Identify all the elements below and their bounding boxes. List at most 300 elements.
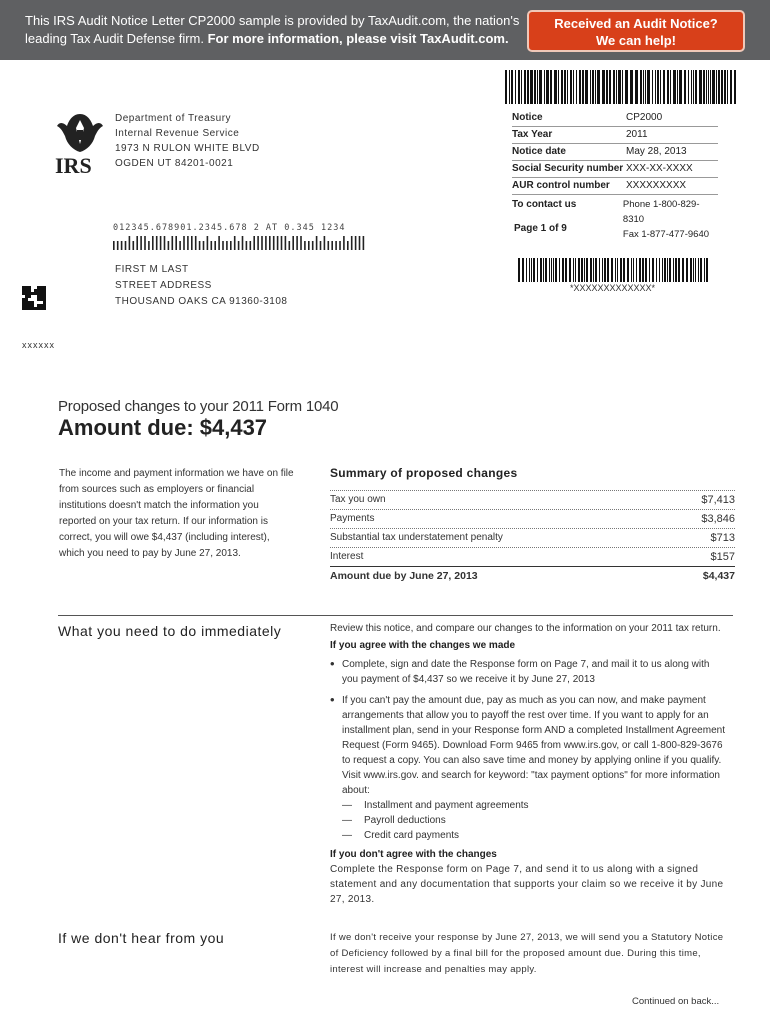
notice-label: Notice xyxy=(512,112,543,123)
summary-row xyxy=(330,491,735,509)
barcode-bar xyxy=(724,70,726,104)
postal-bar xyxy=(363,236,365,250)
barcode-bar xyxy=(708,70,709,104)
barcode-bar xyxy=(663,70,665,104)
barcode-bar xyxy=(664,258,666,282)
qr-module xyxy=(25,304,28,307)
postal-bar xyxy=(296,236,298,250)
qr-module xyxy=(28,295,31,298)
barcode-bar xyxy=(706,70,707,104)
recipient-city: THOUSAND OAKS CA 91360-3108 xyxy=(115,296,288,307)
summary-row xyxy=(330,529,735,547)
dash-text: Payroll deductions xyxy=(364,815,446,826)
qr-module xyxy=(34,307,37,310)
intro-paragraph: The income and payment information we have on file from sources such as employers or financial institutions doesn't match the information you reported on your tax return. If our information is correct, you will owe $4,437 (including interest), which you need to pay by June 27, 2013. xyxy=(59,468,294,559)
barcode-bar xyxy=(609,70,611,104)
barcode-bar xyxy=(655,70,656,104)
postal-bar xyxy=(199,241,201,250)
cta-line-2: We can help! xyxy=(596,33,676,48)
qr-module xyxy=(28,307,31,310)
barcode-bar xyxy=(633,258,634,282)
contact-label: To contact us xyxy=(512,199,577,210)
postal-bar xyxy=(144,236,146,250)
mail-code: 012345.678901.2345.678 2 AT 0.345 1234 xyxy=(113,223,346,233)
barcode-bar xyxy=(640,70,642,104)
recipient-name: FIRST M LAST xyxy=(115,264,189,275)
qr-module xyxy=(34,292,37,295)
barcode-bar xyxy=(617,258,618,282)
postal-bar xyxy=(343,236,345,250)
postal-bar xyxy=(328,241,330,250)
qr-module xyxy=(43,298,46,301)
barcode-bar xyxy=(699,70,702,104)
ssn-label: Social Security number xyxy=(512,163,624,174)
qr-module xyxy=(25,286,28,289)
barcode-bar xyxy=(584,258,585,282)
bullet-item xyxy=(330,693,725,798)
barcode-bar xyxy=(673,258,674,282)
postal-bar xyxy=(195,236,197,250)
barcode-bar xyxy=(652,70,653,104)
address-line: OGDEN UT 84201-0021 xyxy=(115,158,234,169)
postal-bar xyxy=(226,241,228,250)
qr-module xyxy=(22,286,25,289)
postal-bar xyxy=(320,241,322,250)
barcode-bar xyxy=(657,70,659,104)
barcode-bar xyxy=(537,258,538,282)
tax-year-row xyxy=(512,127,718,143)
barcode-bar xyxy=(618,70,621,104)
barcode-bar xyxy=(530,70,533,104)
summary-label: Payments xyxy=(330,513,375,524)
postal-bar xyxy=(335,241,337,250)
postal-bar xyxy=(160,236,162,250)
barcode-bar xyxy=(727,70,728,104)
postal-bar xyxy=(211,241,213,250)
barcode-bar xyxy=(581,258,583,282)
barcode-bar xyxy=(573,258,574,282)
postal-bar xyxy=(179,241,181,250)
qr-module xyxy=(37,307,40,310)
barcode-bar xyxy=(645,70,646,104)
barcode-bar xyxy=(611,258,613,282)
postal-bar xyxy=(164,236,166,250)
postal-bar xyxy=(203,241,205,250)
postal-bar xyxy=(304,241,306,250)
barcode-bar xyxy=(518,70,520,104)
address-line: 1973 N RULON WHITE BLVD xyxy=(115,143,260,154)
notice-date-label: Notice date xyxy=(512,146,566,157)
barcode-bar xyxy=(652,258,654,282)
postal-bar xyxy=(261,236,263,250)
section-heading-no-response: If we don't hear from you xyxy=(58,930,225,946)
barcode-bar xyxy=(595,258,597,282)
barcode-bar xyxy=(670,70,671,104)
barcode-bar xyxy=(521,70,522,104)
notice-value: CP2000 xyxy=(626,112,663,123)
barcode-bar xyxy=(698,258,699,282)
postal-bar xyxy=(152,236,154,250)
barcode-bar xyxy=(667,70,669,104)
aur-label: AUR control number xyxy=(512,180,610,191)
barcode-bar xyxy=(509,70,510,104)
summary-of-changes xyxy=(330,466,735,585)
fax-number: Fax 1-877-477-9640 xyxy=(622,229,710,240)
bullet-text: If you can't pay the amount due, pay as much as you can now, and make payment arrangements that allow you to payoff the rest over time. If you want to apply for an installment plan, send in your Response form AND a completed Installment Agreement Request (Form 9465). Download Form 9465 from www.irs.gov, or call 1-800-829-3676 to request a copy. You can also save time and money by applying online if you qualify. Visit www.irs.gov. and search for keyword: "tax payment options" for more information about: xyxy=(342,695,725,796)
barcode-bar xyxy=(647,70,650,104)
no-response-text: If we don't receive your response by June 27, 2013, we will send you a Statutory Notice of Deficiency followed by a final bill for the proposed amount due. During this time, interest will increase and penalties may apply. xyxy=(330,932,724,975)
barcode-bar xyxy=(597,70,600,104)
summary-label: Tax you own xyxy=(330,494,386,505)
barcode-bar xyxy=(604,258,606,282)
postal-bar xyxy=(324,236,326,250)
qr-module xyxy=(25,301,28,304)
barcode-bar xyxy=(585,70,588,104)
qr-module xyxy=(25,295,28,298)
barcode-bar xyxy=(527,70,529,104)
barcode-bar xyxy=(616,70,617,104)
qr-module xyxy=(22,292,25,295)
qr-module xyxy=(40,292,43,295)
barcode-bar xyxy=(716,70,717,104)
barcode-bar xyxy=(533,258,535,282)
qr-module xyxy=(37,286,40,289)
barcode-bar xyxy=(607,258,609,282)
page-title: Amount due: $4,437 xyxy=(58,415,268,440)
barcode-bar xyxy=(529,258,530,282)
review-instruction: Review this notice, and compare our changes to the information on your 2011 tax return. xyxy=(330,623,721,634)
qr-module xyxy=(37,304,40,307)
barcode-bar xyxy=(564,70,566,104)
postal-bar xyxy=(292,236,294,250)
barcode-bar xyxy=(627,258,629,282)
postal-bar xyxy=(351,236,353,250)
qr-module xyxy=(25,292,28,295)
qr-module xyxy=(25,289,28,292)
section-heading-immediate: What you need to do immediately xyxy=(58,623,282,639)
postal-bar xyxy=(191,236,193,250)
barcode-bar xyxy=(718,70,720,104)
barcode-bar xyxy=(576,70,577,104)
notice-subtitle: Proposed changes to your 2011 Form 1040 xyxy=(58,398,339,415)
total-label: Amount due by June 27, 2013 xyxy=(330,570,478,582)
summary-total-row xyxy=(330,567,735,585)
barcode-bar xyxy=(590,258,592,282)
qr-module xyxy=(37,289,40,292)
barcode-bar xyxy=(573,70,574,104)
postal-bar xyxy=(285,236,287,250)
summary-label: Interest xyxy=(330,551,364,562)
postal-bar xyxy=(121,241,123,250)
barcode-bar xyxy=(599,258,600,282)
page-indicator: Page 1 of 9 xyxy=(514,223,567,234)
barcode-bar xyxy=(622,70,623,104)
barcode-bar xyxy=(730,70,732,104)
placeholder-code: xxxxxx xyxy=(22,340,55,350)
barcode-bar xyxy=(590,70,591,104)
qr-module xyxy=(37,298,40,301)
ssn-value: XXX-XX-XXXX xyxy=(626,163,693,174)
postal-bar xyxy=(242,236,244,250)
barcode-top xyxy=(505,70,740,104)
barcode-bar xyxy=(553,258,554,282)
postal-bar xyxy=(222,241,224,250)
qr-module xyxy=(22,289,25,292)
postal-bar xyxy=(136,236,138,250)
qr-module xyxy=(43,289,46,292)
qr-module xyxy=(40,295,43,298)
barcode-bar xyxy=(710,70,711,104)
postal-bar xyxy=(265,236,267,250)
qr-module xyxy=(43,307,46,310)
postal-bar xyxy=(316,236,318,250)
summary-title: Summary of proposed changes xyxy=(330,466,518,480)
summary-amount: $7,413 xyxy=(701,494,735,506)
postal-bar xyxy=(175,236,177,250)
qr-module xyxy=(40,286,43,289)
barcode-bar xyxy=(734,70,736,104)
dash-text: Installment and payment agreements xyxy=(364,800,529,811)
barcode-bar xyxy=(539,70,542,104)
contact-values xyxy=(623,197,718,242)
barcode-bar xyxy=(578,258,580,282)
barcode-bar xyxy=(595,70,596,104)
postal-bar xyxy=(117,241,119,250)
postal-bar xyxy=(289,241,291,250)
audit-help-button[interactable] xyxy=(527,10,745,52)
barcode-bar xyxy=(695,70,697,104)
barcode-bar xyxy=(691,70,692,104)
qr-module xyxy=(28,304,31,307)
summary-row xyxy=(330,548,735,566)
barcode-bar xyxy=(546,70,549,104)
barcode-bar xyxy=(562,258,564,282)
barcode-bar xyxy=(639,258,641,282)
qr-module xyxy=(31,292,34,295)
postal-bar xyxy=(257,236,259,250)
qr-module xyxy=(43,286,46,289)
postal-bar xyxy=(230,241,232,250)
barcode-bar xyxy=(678,258,680,282)
qr-module xyxy=(28,286,31,289)
postal-bar xyxy=(214,241,216,250)
qr-module xyxy=(40,304,43,307)
barcode-bar xyxy=(593,258,594,282)
barcode-bar xyxy=(693,258,694,282)
barcode-bar xyxy=(586,258,588,282)
disagree-heading: If you don't agree with the changes xyxy=(330,849,497,860)
postal-bar xyxy=(253,236,255,250)
postal-bar xyxy=(331,241,333,250)
bullet-item xyxy=(330,657,725,687)
continued-note: Continued on back... xyxy=(632,996,720,1007)
barcode-bar xyxy=(675,258,677,282)
barcode-bar xyxy=(673,70,676,104)
barcode-bar xyxy=(686,258,688,282)
barcode-bar xyxy=(662,258,663,282)
barcode-bar xyxy=(684,70,686,104)
postal-bar xyxy=(238,241,240,250)
qr-module xyxy=(22,307,25,310)
qr-module xyxy=(40,307,43,310)
irs-logo xyxy=(55,110,105,178)
barcode-bar xyxy=(669,258,671,282)
postal-bar xyxy=(156,236,158,250)
qr-module xyxy=(22,298,25,301)
barcode-bar xyxy=(656,258,657,282)
barcode-bar xyxy=(602,258,603,282)
ssn-row xyxy=(512,161,718,177)
barcode-bar xyxy=(615,258,616,282)
qr-module xyxy=(22,301,25,304)
dash-item xyxy=(342,828,725,843)
barcode-bar xyxy=(693,70,694,104)
barcode-bar xyxy=(570,70,572,104)
barcode-bar xyxy=(582,70,584,104)
barcode-bar xyxy=(534,70,536,104)
barcode-bar xyxy=(642,258,644,282)
barcode-bar xyxy=(515,70,516,104)
barcode-bar xyxy=(620,258,622,282)
postal-barcode xyxy=(113,236,369,250)
barcode-bar xyxy=(712,70,715,104)
barcode-bar xyxy=(636,258,637,282)
cta-line-1: Received an Audit Notice? xyxy=(554,16,718,31)
summary-amount: $713 xyxy=(710,532,735,544)
postal-bar xyxy=(339,241,341,250)
barcode-bar xyxy=(559,258,560,282)
postal-bar xyxy=(133,241,135,250)
barcode-bar xyxy=(679,70,682,104)
postal-bar xyxy=(172,236,174,250)
recipient-address xyxy=(115,262,287,310)
barcode-bar xyxy=(659,258,660,282)
barcode-bar xyxy=(700,258,702,282)
barcode-bar xyxy=(505,70,507,104)
postal-bar xyxy=(269,236,271,250)
dash-item xyxy=(342,813,725,828)
notice-date-value: May 28, 2013 xyxy=(626,146,687,157)
barcode-caption: *XXXXXXXXXXXXX* xyxy=(570,283,656,293)
barcode-bar xyxy=(554,70,557,104)
barcode-bar xyxy=(540,258,542,282)
postal-bar xyxy=(207,236,209,250)
barcode-bar xyxy=(660,70,661,104)
qr-module xyxy=(28,301,31,304)
qr-code-icon xyxy=(22,286,46,310)
barcode-bar xyxy=(561,70,563,104)
barcode-bar xyxy=(531,258,532,282)
postal-bar xyxy=(312,241,314,250)
barcode-bar xyxy=(721,70,723,104)
barcode-bar xyxy=(677,70,678,104)
aur-row xyxy=(512,178,718,194)
summary-label: Substantial tax understatement penalty xyxy=(330,532,503,543)
postal-bar xyxy=(140,236,142,250)
barcode-bar xyxy=(606,70,608,104)
recipient-street: STREET ADDRESS xyxy=(115,280,212,291)
postal-bar xyxy=(300,236,302,250)
qr-module xyxy=(43,304,46,307)
qr-module xyxy=(37,295,40,298)
barcode-bar xyxy=(551,258,552,282)
barcode-bar xyxy=(631,258,632,282)
barcode-bar xyxy=(682,258,684,282)
postal-bar xyxy=(250,241,252,250)
barcode-bar xyxy=(695,258,696,282)
qr-module xyxy=(25,307,28,310)
immediate-content xyxy=(330,621,725,907)
barcode-bar xyxy=(537,70,538,104)
irs-logo-text: IRS xyxy=(55,153,92,178)
qr-module xyxy=(43,295,46,298)
barcode-bar xyxy=(592,70,594,104)
barcode-bar xyxy=(555,258,557,282)
barcode-bar xyxy=(524,70,526,104)
qr-module xyxy=(43,292,46,295)
total-amount: $4,437 xyxy=(702,570,735,582)
aur-value: XXXXXXXXX xyxy=(626,180,687,191)
barcode-bar xyxy=(579,70,581,104)
bullet-text: Complete, sign and date the Response form on Page 7, and mail it to us along with you payment of $4,437 so we receive it by June 27, 2013 xyxy=(342,659,710,685)
phone-number[interactable]: Phone 1-800-829-8310 xyxy=(622,199,700,225)
qr-module xyxy=(34,289,37,292)
barcode-bar xyxy=(635,70,638,104)
postal-bar xyxy=(359,236,361,250)
qr-module xyxy=(37,292,40,295)
eagle-icon xyxy=(55,110,105,156)
tax-year-value: 2011 xyxy=(626,129,648,140)
disagree-text: Complete the Response form on Page 7, and send it to us along with a signed statement and any documentation that supports your claim so we receive it by June 27, 2013. xyxy=(330,864,724,905)
qr-module xyxy=(31,307,34,310)
summary-amount: $157 xyxy=(710,551,735,563)
barcode-bar xyxy=(543,258,544,282)
postal-bar xyxy=(183,236,185,250)
banner-link-text[interactable]: For more information, please visit TaxAudit.com. xyxy=(207,31,509,46)
barcode-right xyxy=(518,258,708,282)
barcode-bar xyxy=(703,70,705,104)
qr-module xyxy=(31,301,34,304)
summary-row xyxy=(330,510,735,528)
notice-row xyxy=(512,110,718,126)
barcode-bar xyxy=(625,70,628,104)
address-line: Internal Revenue Service xyxy=(115,128,240,139)
postal-bar xyxy=(277,236,279,250)
barcode-bar xyxy=(613,70,615,104)
postal-bar xyxy=(125,241,127,250)
qr-module xyxy=(40,289,43,292)
barcode-bar xyxy=(569,258,571,282)
postal-bar xyxy=(187,236,189,250)
postal-bar xyxy=(234,236,236,250)
postal-bar xyxy=(168,241,170,250)
barcode-bar xyxy=(623,258,625,282)
qr-module xyxy=(28,289,31,292)
dash-text: Credit card payments xyxy=(364,830,460,841)
summary-amount: $3,846 xyxy=(701,513,735,525)
barcode-bar xyxy=(688,70,689,104)
postal-bar xyxy=(218,236,220,250)
qr-module xyxy=(43,301,46,304)
barcode-bar xyxy=(558,70,559,104)
barcode-bar xyxy=(602,70,605,104)
postal-bar xyxy=(281,236,283,250)
qr-module xyxy=(22,304,25,307)
barcode-bar xyxy=(706,258,708,282)
agree-heading: If you agree with the changes we made xyxy=(330,640,516,651)
qr-module xyxy=(40,298,43,301)
barcode-bar xyxy=(511,70,513,104)
